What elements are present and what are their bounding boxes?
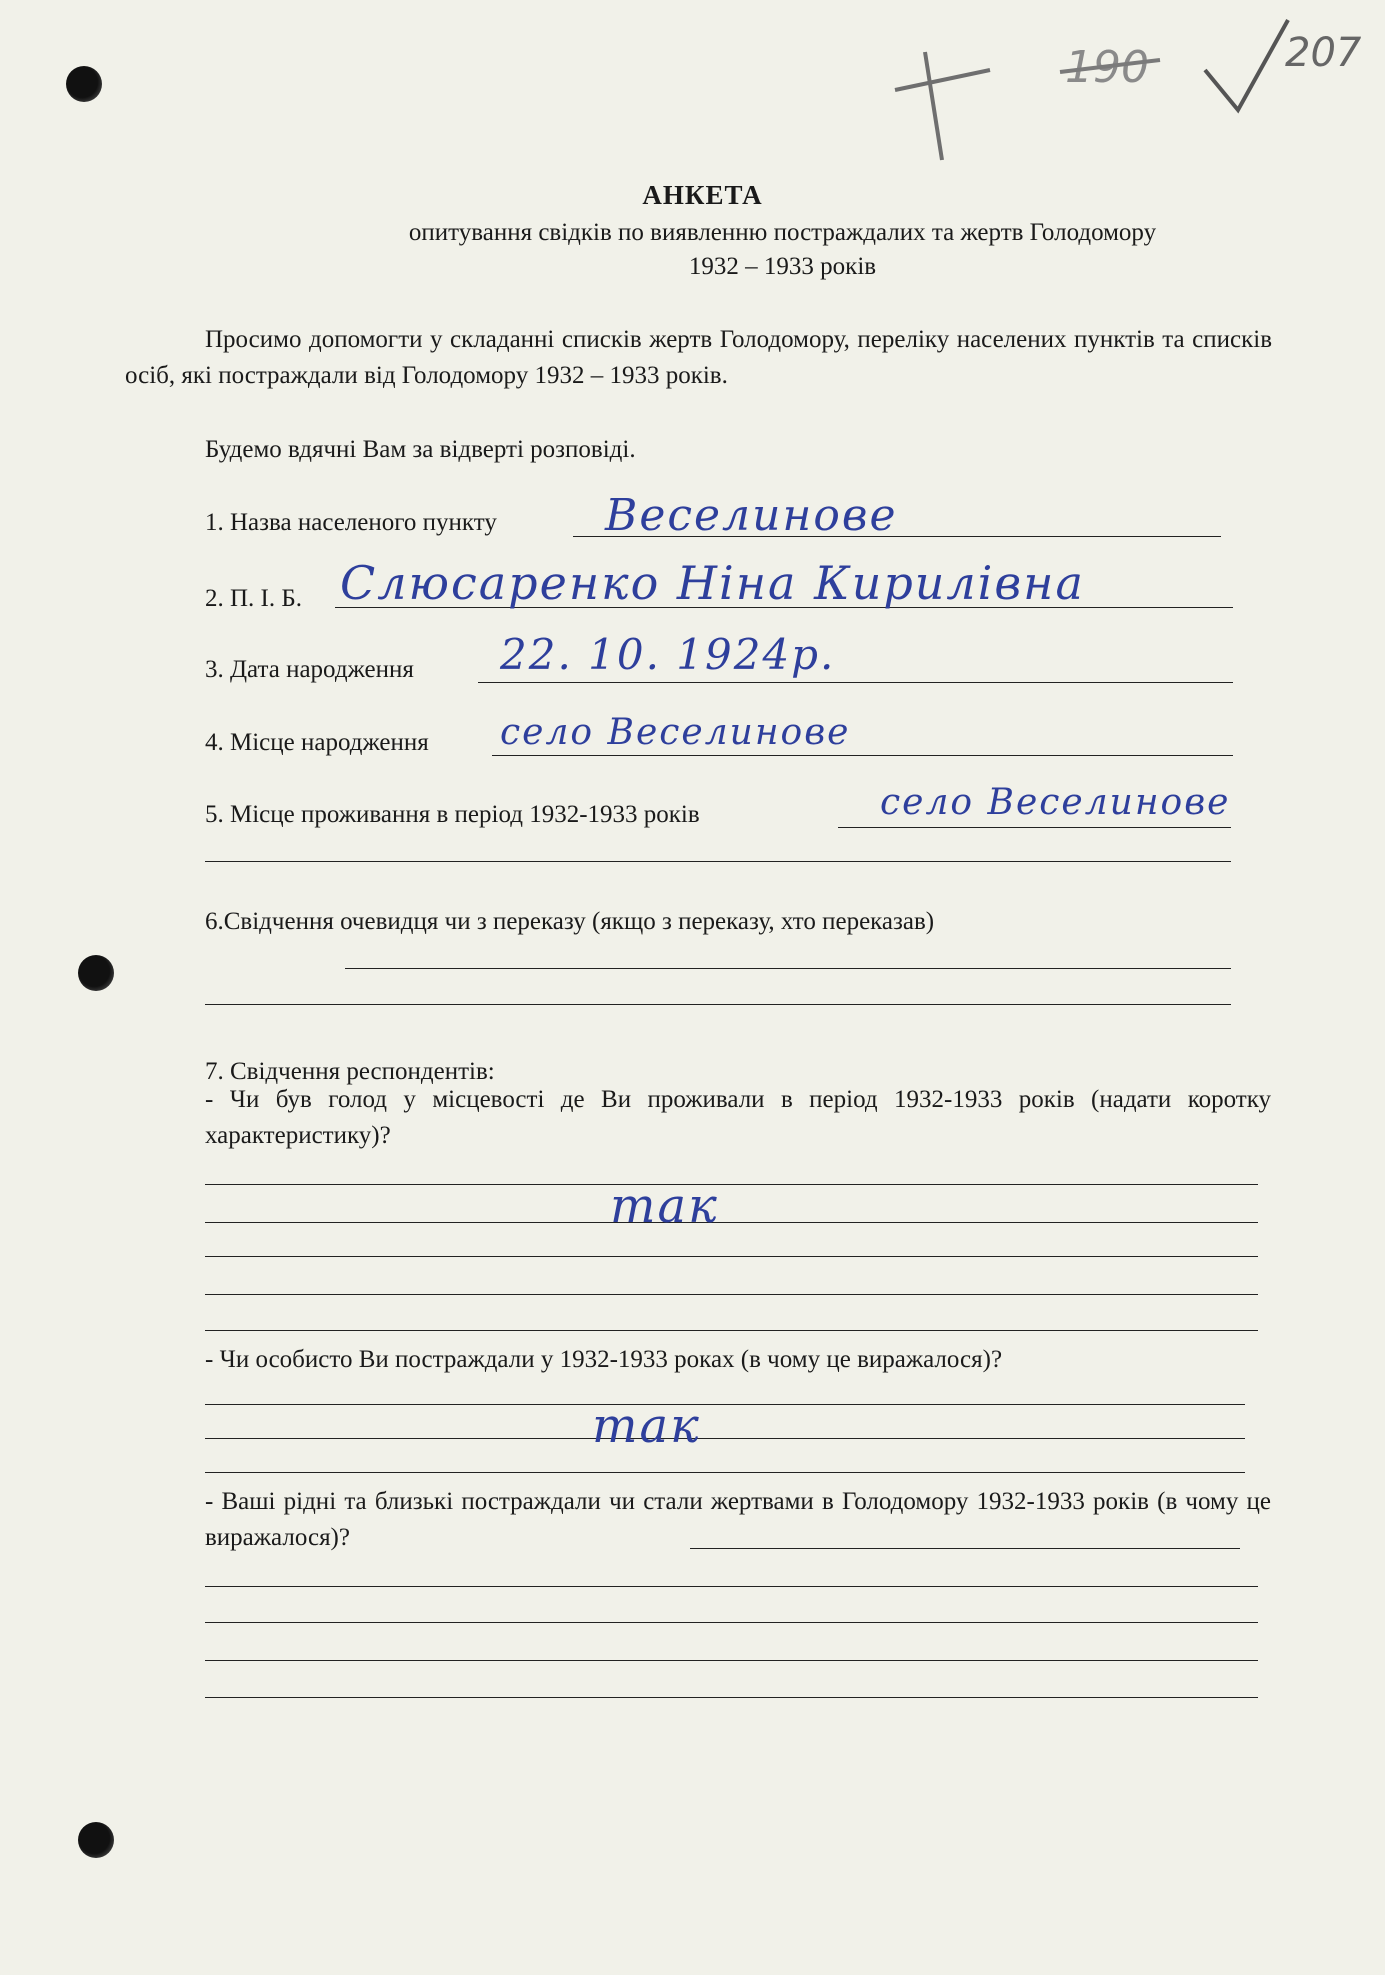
corner-pencil-marks [0, 0, 1385, 200]
punch-hole-bottom [78, 1822, 114, 1858]
answer-3-line-5 [205, 1697, 1258, 1698]
page-title: АНКЕТА [642, 180, 763, 210]
residence-label: 5. Місце проживання в період 1932-1933 років [205, 801, 700, 828]
subtitle-line-1: опитування свідків по виявленню постраждалих та жертв Голодомору [408, 219, 1157, 246]
answer-3-line-2 [205, 1586, 1258, 1587]
struck-number: 190 [1065, 42, 1149, 93]
testimony-type-label: 6.Свідчення очевидця чи з переказу (якщо з переказу, хто переказав) [205, 908, 935, 935]
birth-place-label: 4. Місце народження [205, 729, 429, 756]
birth-date-label: 3. Дата народження [205, 656, 414, 683]
answer-2-line-2 [205, 1438, 1245, 1439]
testimony-line-2 [205, 1004, 1231, 1005]
answer-1-value: так [610, 1178, 719, 1234]
testimony-line-1 [345, 968, 1231, 969]
birth-date-line [478, 682, 1233, 683]
question-3: - Ваші рідні та близькі постраждали чи стали жертвами в Голодомору 1932-1933 років (в чому це виражалося)? [205, 1488, 1271, 1551]
answer-1-line-3 [205, 1256, 1258, 1257]
punch-hole-middle [78, 955, 114, 991]
section-7-heading: 7. Свідчення респондентів: [205, 1058, 495, 1085]
residence-line [838, 827, 1231, 828]
question-1: - Чи був голод у місцевості де Ви проживали в період 1932-1933 років (надати коротку характеристику)? [205, 1086, 1271, 1149]
answer-2-line-3 [205, 1472, 1245, 1473]
answer-3-line-4 [205, 1660, 1258, 1661]
file-number: 207 [1285, 30, 1362, 76]
subtitle-line-2: 1932 – 1933 років [688, 253, 877, 280]
answer-2-value: так [592, 1398, 701, 1454]
answer-3-line-1 [690, 1548, 1240, 1549]
birth-place-value: село Веселинове [500, 712, 851, 753]
intro-request: Просимо допомогти у складанні списків жертв Голодомору, переліку населених пунктів та списків осіб, які постраждали від Голодомору 1932 – 1933 років. [125, 326, 1272, 389]
page-subtitle [160, 216, 1385, 284]
intro-thanks: Будемо вдячні Вам за відверті розповіді. [205, 436, 636, 463]
settlement-value: Веселинове [605, 490, 898, 541]
answer-2-line-1 [205, 1404, 1245, 1405]
residence-value: село Веселинове [880, 782, 1231, 823]
answer-1-line-1 [205, 1184, 1258, 1185]
answer-1-line-4 [205, 1294, 1258, 1295]
name-value: Слюсаренко Ніна Кирилівна [340, 556, 1085, 610]
birth-place-line [492, 755, 1233, 756]
question-2: - Чи особисто Ви постраждали у 1932-1933 роках (в чому це виражалося)? [205, 1346, 1003, 1373]
settlement-label: 1. Назва населеного пункту [205, 509, 497, 536]
residence-line-2 [205, 861, 1231, 862]
answer-1-line-5 [205, 1330, 1258, 1331]
birth-date-value: 22. 10. 1924р. [500, 630, 836, 679]
name-label: 2. П. І. Б. [205, 585, 302, 612]
answer-3-line-3 [205, 1622, 1258, 1623]
answer-1-line-2 [205, 1222, 1258, 1223]
